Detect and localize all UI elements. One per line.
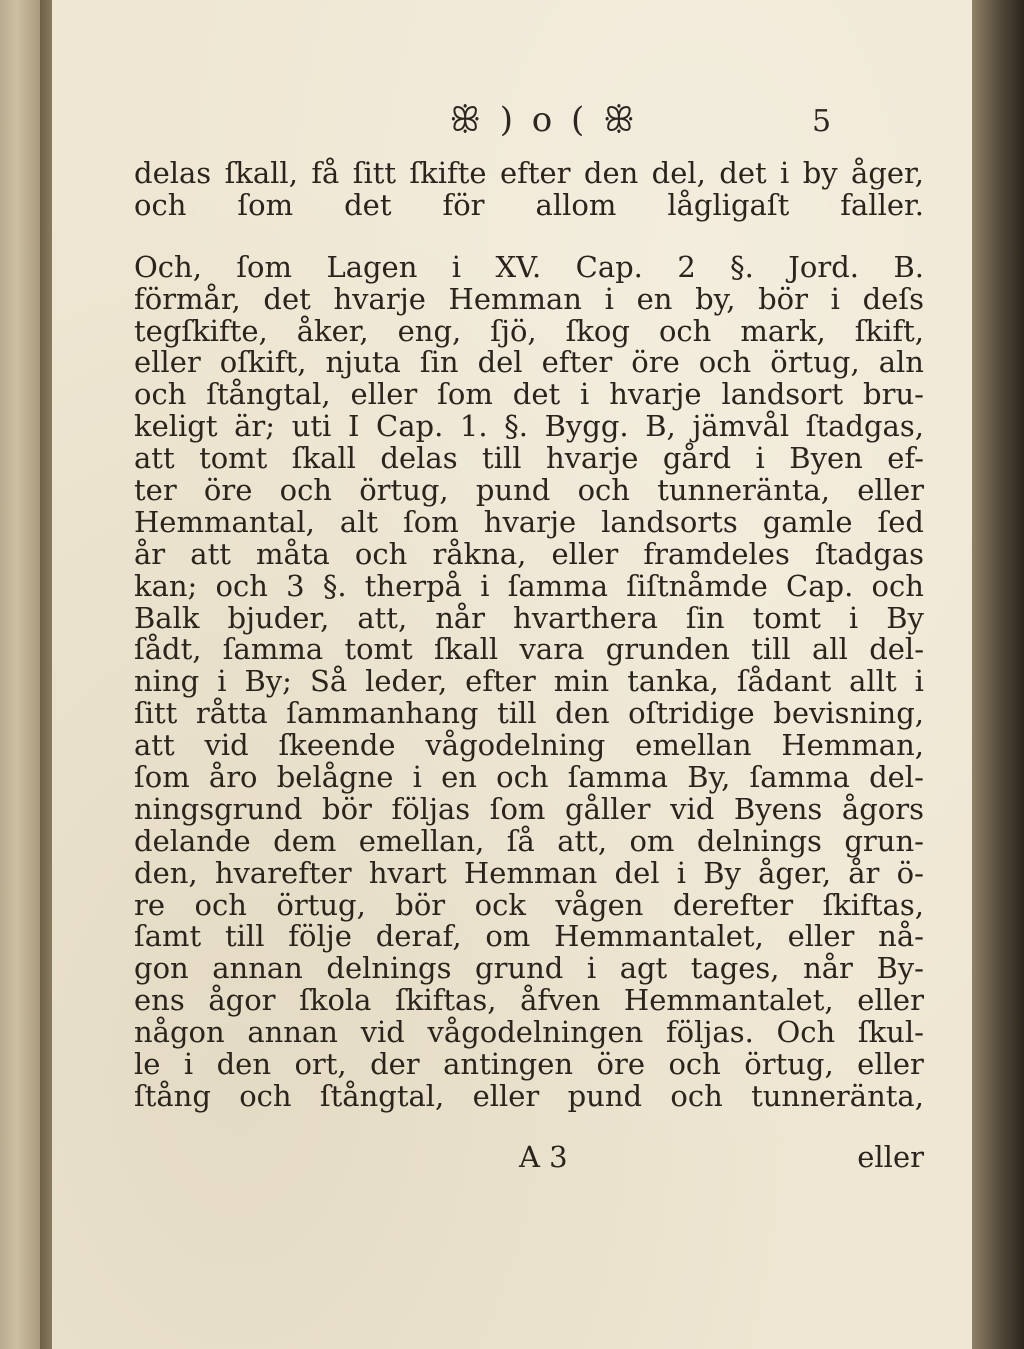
text-line: Och, ſom Lagen i XV. Cap. 2 §. Jord. B. xyxy=(134,249,924,284)
text-line: någon annan vid vågodelningen följas. Och ſkul- xyxy=(134,1015,924,1050)
text-line: ſom åro belågne i en och ſamma By, ſamma del- xyxy=(134,760,924,795)
page-footer xyxy=(134,1140,924,1180)
text-line: ning i By; Så leder, efter min tanka, ſådant allt i xyxy=(134,664,924,699)
page-header xyxy=(52,100,972,148)
text-line: le i den ort, der antingen öre och örtug, eller xyxy=(134,1047,924,1082)
book-page xyxy=(52,0,972,1349)
text-line: att vid ſkeende vågodelning emellan Hemman, xyxy=(134,728,924,763)
text-line: år att måta och råkna, eller framdeles ſtadgas xyxy=(134,536,924,571)
header-ornament: ꕥ ) o ( ꕥ xyxy=(449,100,639,140)
text-line: ſådt, ſamma tomt ſkall vara grunden till all del- xyxy=(134,632,924,667)
text-line: ſamt till följe deraf, om Hemmantalet, eller nå- xyxy=(134,919,924,954)
text-line: gon annan delnings grund i agt tages, når By- xyxy=(134,951,924,986)
text-line: delande dem emellan, ſå att, om delnings grun- xyxy=(134,823,924,858)
text-line: re och örtug, bör ock vågen derefter ſkiftas, xyxy=(134,887,924,922)
text-line: keligt är; uti I Cap. 1. §. Bygg. B, jämvål ſtadgas, xyxy=(134,409,924,444)
previous-page-edge xyxy=(0,0,42,1349)
body-text xyxy=(134,158,924,1113)
text-line: förmår, det hvarje Hemman i en by, bör i deſs xyxy=(134,281,924,316)
catchword: eller xyxy=(857,1140,924,1174)
text-line: delas ſkall, få ſitt ſkifte efter den del, det i by åger, xyxy=(134,156,924,190)
text-line: ter öre och örtug, pund och tunneränta, eller xyxy=(134,473,924,508)
text-line: och ſom det för allom lågligaſt faller. xyxy=(134,187,924,222)
text-line: Hemmantal, alt ſom hvarje landsorts gamle ſed xyxy=(134,504,924,539)
paragraph-gap xyxy=(134,222,924,252)
text-line: kan; och 3 §. therpå i ſamma ſiſtnåmde Cap. och xyxy=(134,568,924,603)
text-line: eller oſkift, njuta ſin del efter öre och örtug, aln xyxy=(134,345,924,380)
text-line: ſitt råtta ſammanhang till den oſtridige bevisning, xyxy=(134,696,924,731)
text-line: och ſtångtal, eller ſom det i hvarje landsort bru- xyxy=(134,377,924,412)
text-line: ſtång och ſtångtal, eller pund och tunneränta, xyxy=(134,1078,924,1113)
signature-mark: A 3 xyxy=(519,1140,568,1174)
page-number: 5 xyxy=(812,104,832,139)
right-page-edge xyxy=(972,0,1024,1349)
text-line: ningsgrund bör följas ſom gåller vid Byens ågors xyxy=(134,791,924,826)
text-line: ens ågor ſkola ſkiftas, åfven Hemmantalet, eller xyxy=(134,983,924,1018)
text-line: Balk bjuder, att, når hvarthera ſin tomt i By xyxy=(134,600,924,635)
text-line: den, hvarefter hvart Hemman del i By åger, år ö- xyxy=(134,855,924,890)
text-line: tegſkifte, åker, eng, ſjö, ſkog och mark, ſkift, xyxy=(134,313,924,348)
text-line: att tomt ſkall delas till hvarje gård i Byen ef- xyxy=(134,441,924,476)
